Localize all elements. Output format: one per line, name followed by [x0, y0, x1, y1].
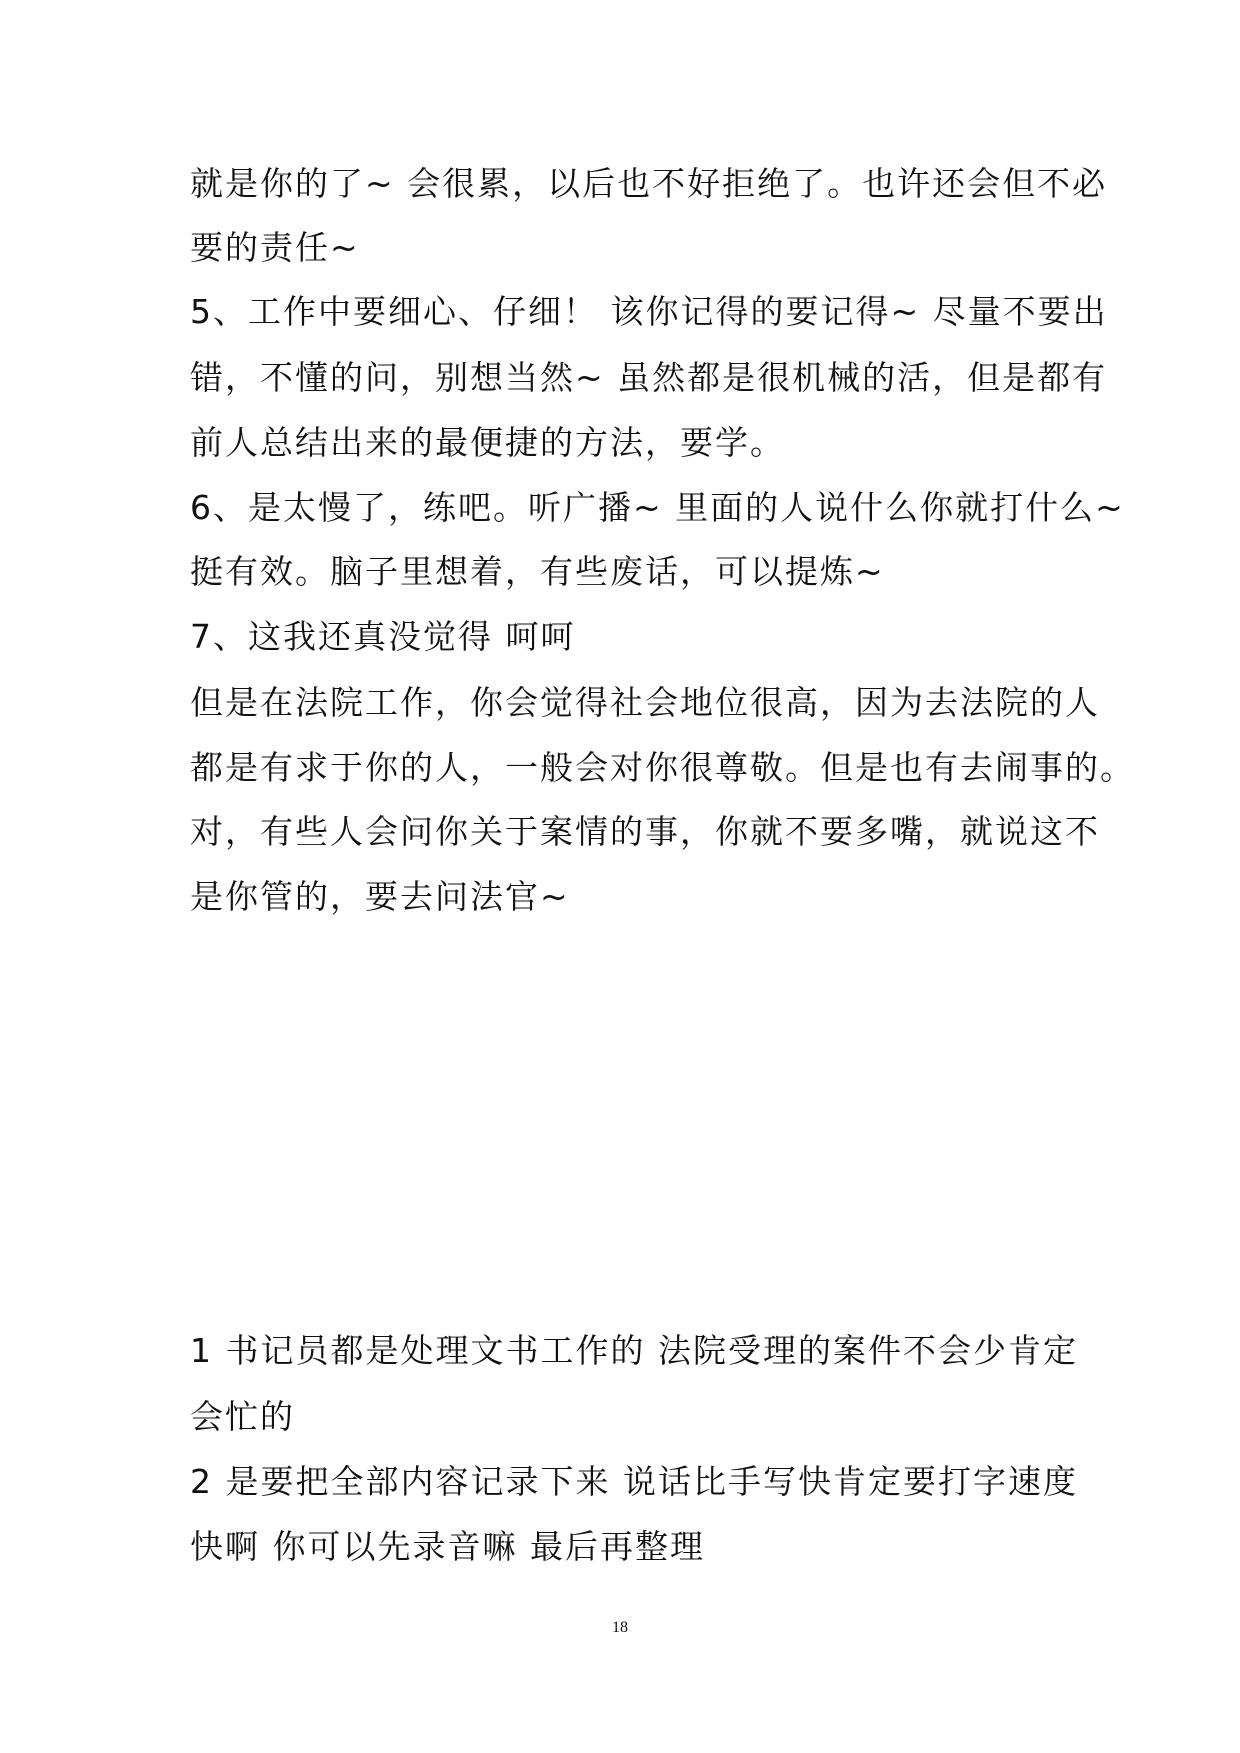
text-line: 但是在法院工作，你会觉得社会地位很高，因为去法院的人	[190, 683, 1100, 722]
text-line: 会忙的	[190, 1397, 295, 1436]
text-line: 6、是太慢了，练吧。听广播~ 里面的人说什么你就打什么~	[190, 488, 1125, 527]
text-line: 错，不懂的问，别想当然~ 虽然都是很机械的活，但是都有	[190, 358, 1108, 397]
text-line: 2 是要把全部内容记录下来 说话比手写快肯定要打字速度	[190, 1462, 1078, 1501]
page-number: 18	[612, 1619, 628, 1636]
text-line: 前人总结出来的最便捷的方法，要学。	[190, 423, 785, 462]
text-line: 对，有些人会问你关于案情的事，你就不要多嘴，就说这不	[190, 812, 1100, 851]
text-line: 都是有求于你的人，一般会对你很尊敬。但是也有去闹事的。	[190, 748, 1135, 787]
text-line: 挺有效。脑子里想着，有些废话，可以提炼~	[190, 552, 885, 591]
text-line: 快啊 你可以先录音嘛 最后再整理	[190, 1527, 705, 1566]
text-line: 1 书记员都是处理文书工作的 法院受理的案件不会少肯定	[190, 1331, 1078, 1370]
text-line: 要的责任~	[190, 228, 360, 267]
text-line: 是你管的，要去问法官~	[190, 877, 570, 916]
text-line: 就是你的了~ 会很累，以后也不好拒绝了。也许还会但不必	[190, 164, 1108, 203]
text-line: 7、这我还真没觉得 呵呵	[190, 617, 576, 656]
text-line: 5、工作中要细心、仔细！ 该你记得的要记得~ 尽量不要出	[190, 292, 1108, 331]
